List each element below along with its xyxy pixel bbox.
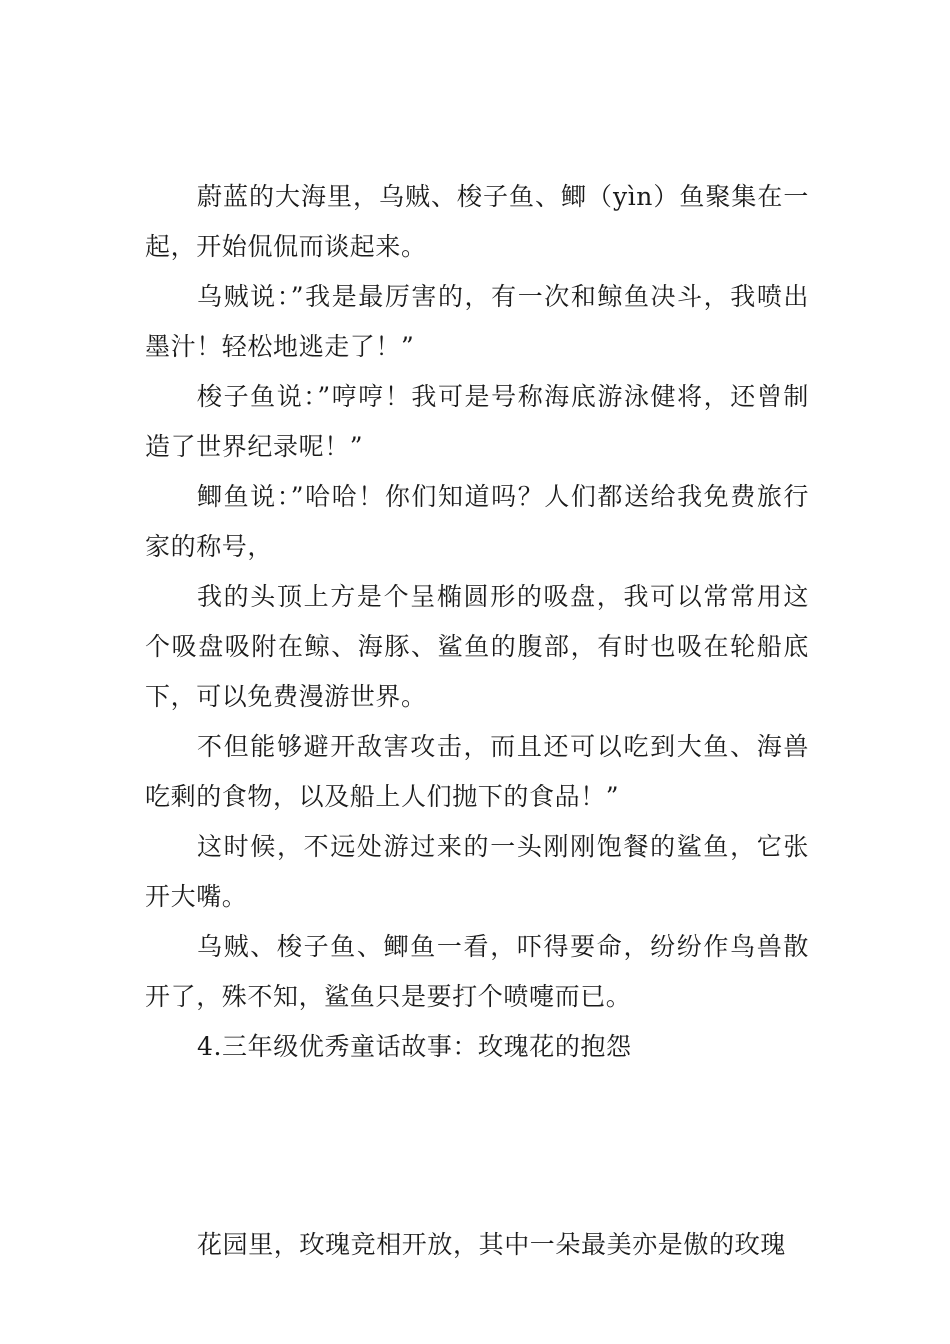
paragraph-5: 我的头顶上方是个呈椭圆形的吸盘，我可以常常用这个吸盘吸附在鲸、海豚、鲨鱼的腹部，有时也吸在轮船底下，可以免费漫游世界。 [145, 582, 809, 711]
paragraph-7: 这时候，不远处游过来的一头刚刚饱餐的鲨鱼，它张开大嘴。 [145, 832, 809, 911]
paragraph-4: 鲫鱼说：”哈哈！你们知道吗？人们都送给我免费旅行家的称号， [145, 482, 809, 561]
paragraph-1: 蔚蓝的大海里，乌贼、梭子鱼、鲫（yìn）鱼聚集在一起，开始侃侃而谈起来。 [145, 182, 809, 261]
trailing-paragraph: 花园里，玫瑰竞相开放，其中一朵最美亦是傲的玫瑰 [197, 1230, 786, 1259]
section-gap [145, 1072, 809, 1220]
section-heading: 4.三年级优秀童话故事：玫瑰花的抱怨 [197, 1032, 632, 1061]
paragraph-8: 乌贼、梭子鱼、鲫鱼一看，吓得要命，纷纷作鸟兽散开了，殊不知，鲨鱼只是要打个喷嚏而已。 [145, 932, 809, 1011]
paragraph-6: 不但能够避开敌害攻击，而且还可以吃到大鱼、海兽吃剩的食物，以及船上人们抛下的食品！” [145, 732, 809, 811]
document-body [145, 172, 809, 1270]
paragraph-2: 乌贼说：”我是最厉害的，有一次和鲸鱼决斗，我喷出墨汁！轻松地逃走了！” [145, 282, 809, 361]
paragraph-3: 梭子鱼说：”哼哼！我可是号称海底游泳健将，还曾制造了世界纪录呢！” [145, 382, 809, 461]
